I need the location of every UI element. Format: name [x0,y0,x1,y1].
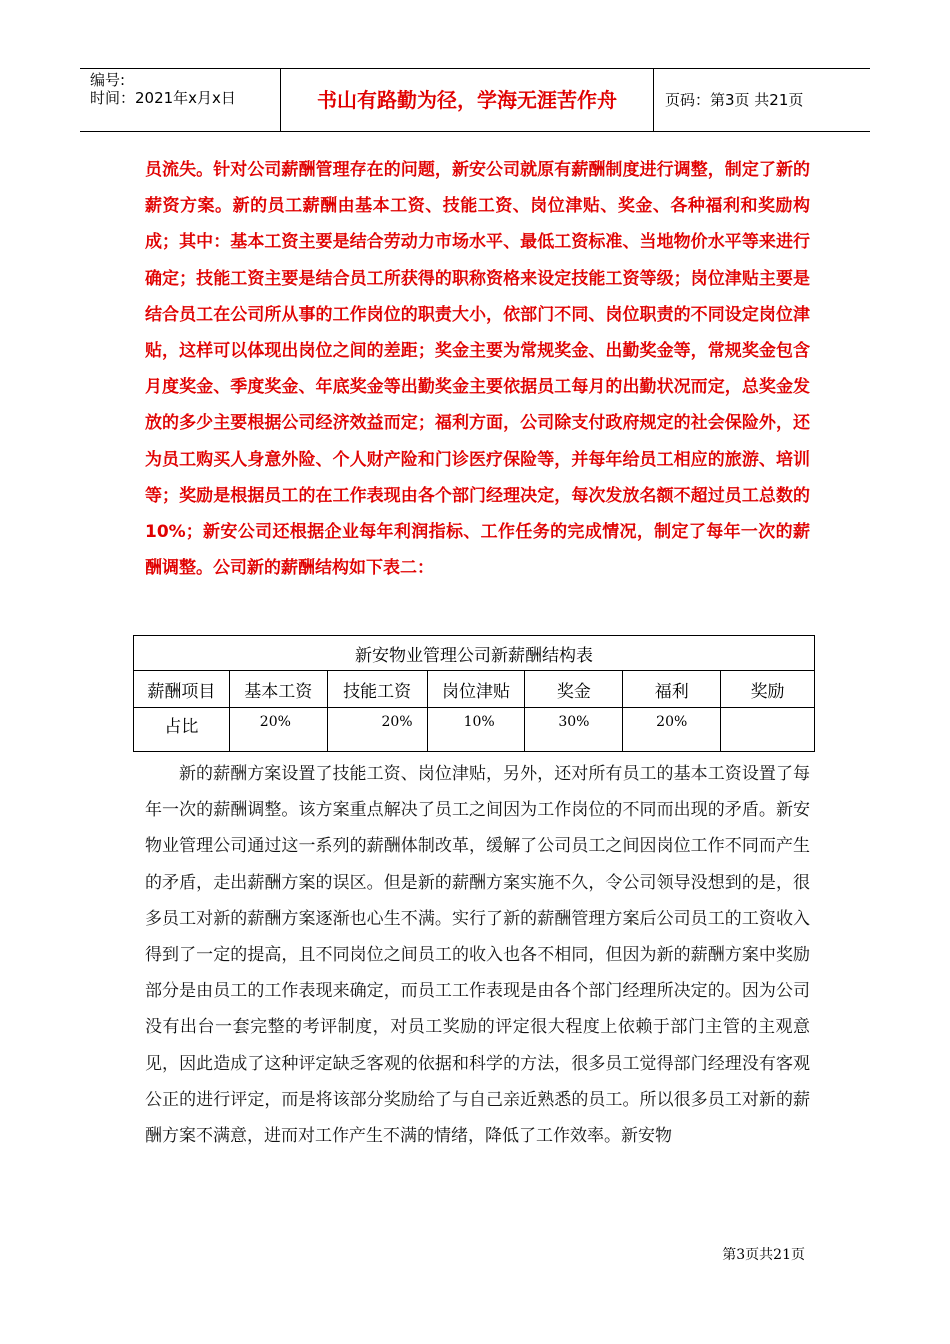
highlighted-paragraph: 员流失。针对公司薪酬管理存在的问题，新安公司就原有薪酬制度进行调整，制定了新的薪资方案。新的员工薪酬由基本工资、技能工资、岗位津贴、奖金、各种福利和奖励构成；其中：基本工资主要是结合劳动力市场水平、最低工资标准、当地物价水平等来进行确定；技能工资主要是结合员工所获得的职称资格来设定技能工资等级；岗位津贴主要是结合员工在公司所从事的工作岗位的职责大小，依部门不同、岗位职责的不同设定岗位津贴，这样可以体现出岗位之间的差距；奖金主要为常规奖金、出勤奖金等，常规奖金包含月度奖金、季度奖金、年底奖金等出勤奖金主要依据员工每月的出勤状况而定，总奖金发放的多少主要根据公司经济效益而定；福利方面，公司除支付政府规定的社会保险外，还为员工购买人身意外险、个人财产险和门诊医疗保险等，并每年给员工相应的旅游、培训等；奖励是根据员工的在工作表现由各个部门经理决定，每次发放名额不超过员工总数的10%；新安公司还根据企业每年利润指标、工作任务的完成情况，制定了每年一次的薪酬调整。公司新的薪酬结构如下表二： [145,160,810,579]
table-cell: 30% [525,708,623,752]
header-number-label: 编号: [90,71,126,89]
table-column-header: 技能工资 [327,671,427,708]
table-cell [721,708,815,752]
table-caption: 新安物业管理公司新薪酬结构表 [134,636,815,671]
table-header-row [134,671,815,708]
table-column-header: 基本工资 [229,671,327,708]
page-footer: 第3页共21页 [722,1247,805,1263]
header-motto: 书山有路勤为径，学海无涯苦作舟 [281,69,654,131]
table-value-row [134,708,815,752]
header-date: 时间：2021年x月x日 [90,89,236,107]
table-cell: 20% [623,708,721,752]
table-cell: 20% [229,708,327,752]
header-meta [80,69,281,131]
salary-structure-table [133,635,815,752]
body-paragraph: 新的薪酬方案设置了技能工资、岗位津贴，另外，还对所有员工的基本工资设置了每年一次的薪酬调整。该方案重点解决了员工之间因为工作岗位的不同而出现的矛盾。新安物业管理公司通过这一系列的薪酬体制改革，缓解了公司员工之间因岗位工作不同而产生的矛盾，走出薪酬方案的误区。但是新的薪酬方案实施不久，令公司领导没想到的是，很多员工对新的薪酬方案逐渐也心生不满。实行了新的薪酬管理方案后公司员工的工资收入得到了一定的提高，且不同岗位之间员工的收入也各不相同，但因为新的薪酬方案中奖励部分是由员工的工作表现来确定，而员工工作表现是由各个部门经理所决定的。因为公司没有出台一套完整的考评制度，对员工奖励的评定很大程度上依赖于部门主管的主观意见，因此造成了这种评定缺乏客观的依据和科学的方法，很多员工觉得部门经理没有客观公正的进行评定，而是将该部分奖励给了与自己亲近熟悉的员工。所以很多员工对新的薪酬方案不满意，进而对工作产生不满的情绪，降低了工作效率。新安物 [145,764,810,1147]
table-column-header: 福利 [623,671,721,708]
table-column-header: 岗位津贴 [427,671,525,708]
table-cell: 10% [427,708,525,752]
table-caption-row [134,636,815,671]
table-row-label: 薪酬项目 [134,671,230,708]
table-column-header: 奖金 [525,671,623,708]
page-header [80,68,870,132]
table-cell: 20% [327,708,427,752]
table-column-header: 奖励 [721,671,815,708]
header-page-number: 页码：第3页 共21页 [665,91,804,109]
table-row-label: 占比 [134,708,230,752]
